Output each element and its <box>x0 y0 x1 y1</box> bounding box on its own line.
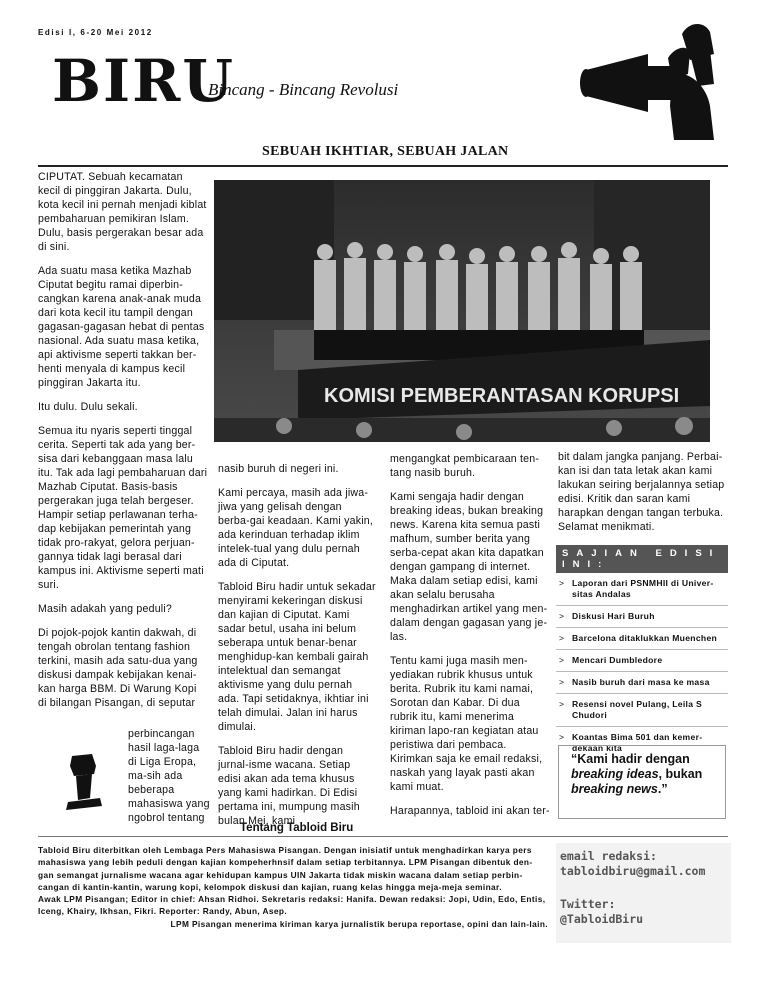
email-link[interactable]: tabloidbiru@gmail.com <box>560 864 706 878</box>
about-section <box>38 844 548 930</box>
chevron-right-icon: > <box>559 655 565 665</box>
masthead-title: BIRU <box>52 47 235 115</box>
paragraph: Tentu kami juga masih men-yediakan rubrik khusus untuk berita. Rubrik itu kami namai, Sorotan dan Kabar. Di dua rubrik itu, kami menerima kiriman lapo-ran kegiatan atau peristiwa dari pembaca. Kirimkan saja ke email redaksi, naskah yang layak pasti akan kami muat. <box>390 655 543 793</box>
about-staff: Awak LPM Pisangan; Editor in chief: Ahsan Ridhoi. Sekretaris redaksi: Hanifa. Dewan redaksi: Jopi, Udin, Edo, Entis, Iceng, Khairy, Ikhsan, Fikri. Reporter: Randy, Abun, Asep. <box>38 894 546 917</box>
chevron-right-icon: > <box>559 677 565 687</box>
paragraph: Itu dulu. Dulu sekali. <box>38 401 138 413</box>
paragraph: Masih adakah yang peduli? <box>38 603 172 615</box>
article-column-2 <box>218 462 376 838</box>
contents-title: SAJIAN EDISI INI: <box>556 545 728 573</box>
paragraph: Kami sengaja hadir dengan breaking ideas, bukan breaking news. Karena kita semua pasti mafhum, sumber berita yang serba-cepat akan kita dapatkan dengan gampang di internet. Maka dalam setiap edisi, kami akan selalu berusaha menghadirkan artikel yang men-dalam dengan gagasan yang je-las. <box>390 491 548 643</box>
pull-quote: “Kami hadir dengan breaking ideas, bukan breaking news.” <box>558 745 726 819</box>
email-label: email redaksi: <box>560 849 657 863</box>
contact-box <box>556 843 731 943</box>
paragraph: mengangkat pembicaraan ten-tang nasib buruh. <box>390 453 540 479</box>
raised-fist-icon <box>62 752 106 814</box>
photo-sign-text: KOMISI PEMBERANTASAN KORUPSI <box>324 385 680 407</box>
about-body: Tabloid Biru diterbitkan oleh Lembaga Pers Mahasiswa Pisangan. Dengan inisiatif untuk menghadirkan karya pers mahasiswa yang lebih peduli dengan kajian kompeherhnsif dalam setiap terbitannya. LPM Pisangan dibentuk den-gan semangat jurnalisme wacana agar kehidupan kampus UIN Jakarta tidak miskin wacana dalam setiap perbin-cangan di kantin-kantin, warung kopi, kelompok diskusi dan kajian, ruang kelas hingga meja-meja seminar. <box>38 845 533 892</box>
chevron-right-icon: > <box>559 732 565 742</box>
contents-item[interactable]: > Barcelona ditaklukkan Muenchen <box>556 628 728 650</box>
chevron-right-icon: > <box>559 699 565 709</box>
megaphone-fist-icon <box>578 14 728 140</box>
footer-rule <box>38 836 728 837</box>
paragraph: Di pojok-pojok kantin dakwah, di tengah obrolan tentang fashion terkini, masih ada satu-dua yang diskusi dampak kebijakan kenai-kan harga BBM. Di Warung Kopi di bilangan Pisangan, di seputar <box>38 627 198 709</box>
paragraph: Kami percaya, masih ada jiwa-jiwa yang gelisah dengan berba-gai keadaan. Kami yakin, ada kerinduan terhadap iklim intelek-tual yang dulu pernah ada di Ciputat. <box>218 487 373 569</box>
paragraph: nasib buruh di negeri ini. <box>218 463 339 475</box>
contents-item[interactable]: > Resensi novel Pulang, Leila S Chudori <box>556 694 728 727</box>
article-column-3 <box>390 452 550 828</box>
paragraph: Ada suatu masa ketika Mazhab Ciputat begitu ramai diperbin-cangkan karena anak-anak muda dari kota kecil itu tampil dengan gagasan-gagasan hebat di pentas nasional. Ada suatu masa ketika, api aktivisme seperti takkan ber-henti menyala di kampus kecil pinggiran Jakarta itu. <box>38 265 205 389</box>
headline: SEBUAH IKHTIAR, SEBUAH JALAN <box>262 144 509 159</box>
paragraph: Tabloid Biru hadir untuk sekadar menyirami kekeringan diskusi dan kajian di Ciputat. Kami sadar betul, usaha ini belum seberapa untuk benar-benar menghidup-kan kembali gairah intelektual dan semangat aktivisme yang dulu pernah ada. Tapi setidaknya, ikhtiar ini telah dimulai. Jalan ini harus dimulai. <box>218 581 376 733</box>
protest-photo <box>214 180 710 442</box>
edition-date: Edisi I, 6-20 Mei 2012 <box>38 28 153 37</box>
contents-item[interactable]: > Nasib buruh dari masa ke masa <box>556 672 728 694</box>
about-closing: LPM Pisangan menerima kiriman karya jurnalistik berupa reportase, opini dan lain-lain. <box>170 918 548 929</box>
contents-item[interactable]: > Koantas Bima 501 dan kemer-dekaan kita <box>559 732 703 753</box>
contents-item[interactable]: > Mencari Dumbledore <box>556 650 728 672</box>
paragraph: perbincangan hasil laga-laga di Liga Eropa, ma-sih ada beberapa mahasiswa yang ngobrol tentang <box>128 728 210 824</box>
contents-item[interactable]: > Diskusi Hari Buruh <box>556 606 728 628</box>
twitter-link[interactable]: @TabloidBiru <box>560 912 644 926</box>
paragraph: Tabloid Biru hadir dengan jurnal-isme wacana. Setiap edisi akan ada tema khusus yang kami hadirkan. Di Edisi pertama ini, mumpung masih bulan Mei, kami <box>218 745 360 827</box>
chevron-right-icon: > <box>559 633 565 643</box>
twitter-label: Twitter: <box>560 897 616 911</box>
contents-list <box>556 573 728 759</box>
article-column-1-narrow <box>128 727 210 825</box>
contents-box <box>556 545 728 759</box>
article-column-4 <box>558 450 728 542</box>
paragraph: Harapannya, tabloid ini akan ter- <box>390 805 550 817</box>
header-rule <box>38 165 728 167</box>
about-title: Tentang Tabloid Biru <box>240 822 354 834</box>
contents-item[interactable]: > Laporan dari PSNMHII di Univer-sitas Andalas <box>556 573 728 606</box>
paragraph: CIPUTAT. Sebuah kecamatan kecil di pinggiran Jakarta. Dulu, kota kecil ini pernah menjadi kiblat pembaharuan pemikiran Islam. Dulu, basis pergerakan besar ada di sini. <box>38 171 207 253</box>
article-column-1 <box>38 170 208 720</box>
chevron-right-icon: > <box>559 611 565 621</box>
paragraph: bit dalam jangka panjang. Perbai-kan isi dan tata letak akan kami lakukan seiring berjalannya setiap edisi. Kritik dan saran kami harapkan dengan tangan terbuka. Selamat menikmati. <box>558 451 725 533</box>
paragraph: Semua itu nyaris seperti tinggal cerita. Seperti tak ada yang ber-sisa dari kebanggaan masa lalu itu. Tak ada lagi pembaharuan dari Mazhab Ciputat. Basis-basis pergerakan juga telah bergeser. Hampir setiap perlawanan terha-dap kebijakan pemerintah yang tidak pro-rakyat, gelora perjuan-gannya tidak lagi berasal dari kampus ini. Aktivisme seperti mati suri. <box>38 425 208 591</box>
chevron-right-icon: > <box>559 578 565 588</box>
masthead-tagline: Bincang - Bincang Revolusi <box>208 80 399 99</box>
